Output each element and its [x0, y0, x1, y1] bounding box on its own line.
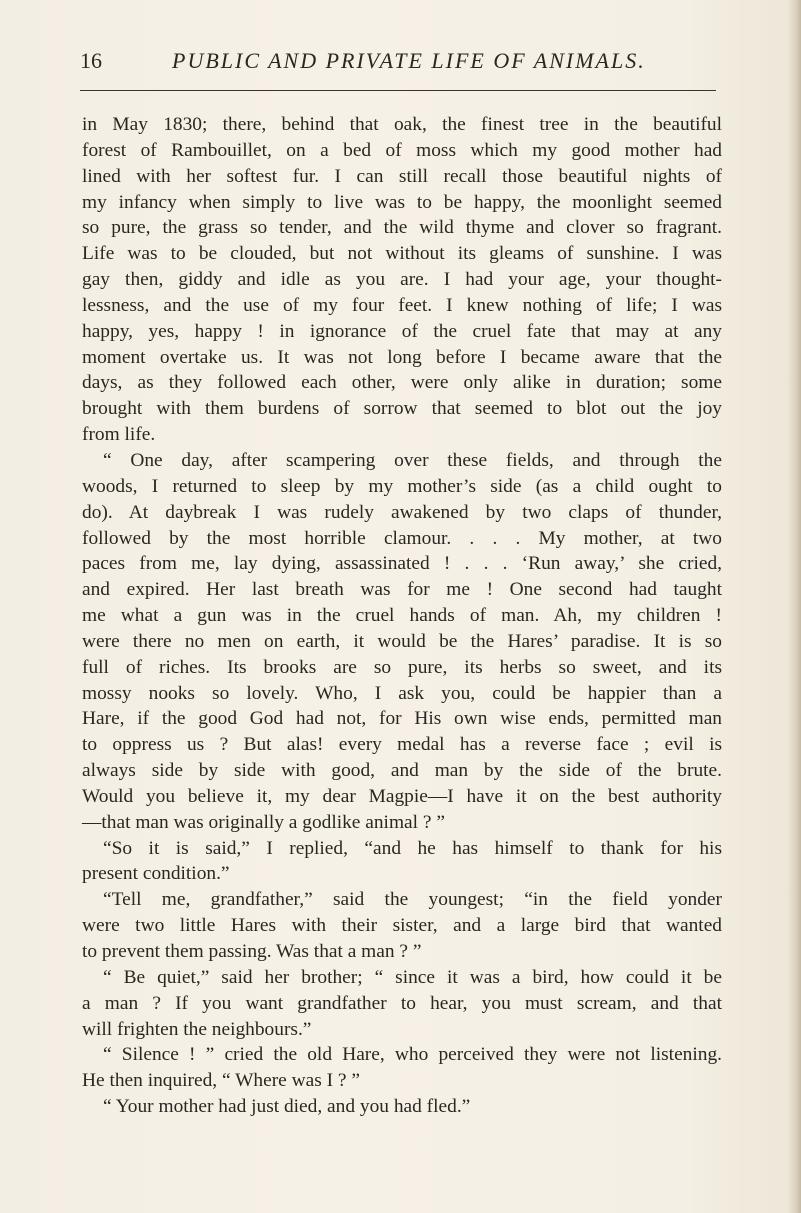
text-line: days, as they followed each other, were only alike in duration; some [82, 372, 722, 394]
text-line: happy, yes, happy ! in ignorance of the cruel fate that may at any [82, 320, 722, 342]
text-line: were there no men on earth, it would be the Hares’ paradise. It is so [82, 630, 722, 652]
text-line: Life was to be clouded, but not without its gleams of sunshine. I was [82, 243, 722, 265]
text-line: so pure, the grass so tender, and the wild thyme and clover so fragrant. [82, 217, 722, 239]
text-line: “Tell me, grandfather,” said the youngest; “in the field yonder [103, 889, 722, 911]
text-line: to prevent them passing. Was that a man ? ” [82, 941, 422, 962]
page-edge-shadow [787, 0, 801, 1213]
text-line: forest of Rambouillet, on a bed of moss which my good mother had [82, 139, 722, 161]
text-line: present condition.” [82, 863, 230, 885]
running-title: PUBLIC AND PRIVATE LIFE OF ANIMALS. [172, 48, 646, 73]
text-line: Would you believe it, my dear Magpie—I have it on the best authority [82, 785, 722, 807]
text-line: from life. [82, 424, 156, 446]
text-line: moment overtake us. It was not long before I became aware that the [82, 346, 722, 368]
text-line: Hare, if the good God had not, for His own wise ends, permitted man [82, 708, 722, 730]
header-rule [80, 90, 716, 91]
text-line: me what a gun was in the cruel hands of man. Ah, my children ! [82, 605, 722, 627]
text-line: a man ? If you want grandfather to hear, you must scream, and that [82, 992, 722, 1014]
page-header [80, 48, 716, 78]
text-line: and expired. Her last breath was for me ! One second had taught [82, 579, 722, 601]
text-line: to oppress us ? But alas! every medal has a reverse face ; evil is [82, 734, 722, 756]
text-line: lined with her softest fur. I can still recall those beautiful nights of [82, 165, 722, 187]
text-line: do). At daybreak I was rudely awakened by two claps of thunder, [82, 501, 722, 523]
text-line: “So it is said,” I replied, “and he has himself to thank for his [103, 837, 722, 859]
text-line: He then inquired, “ Where was I ? ” [82, 1070, 360, 1092]
text-line: “ Silence ! ” cried the old Hare, who perceived they were not listening. [103, 1044, 722, 1066]
text-line: full of riches. Its brooks are so pure, its herbs so sweet, and its [82, 656, 722, 678]
text-line: lessness, and the use of my four feet. I knew nothing of life; I was [82, 294, 722, 316]
text-line: —that man was originally a godlike animal ? ” [82, 811, 445, 833]
text-line: mossy nooks so lovely. Who, I ask you, could be happier than a [82, 682, 722, 704]
text-line: “ Your mother had just died, and you had fled.” [103, 1096, 471, 1118]
text-line: brought with them burdens of sorrow that seemed to blot out the joy [82, 398, 722, 420]
text-line: followed by the most horrible clamour. . . . My mother, at two [82, 527, 722, 549]
page-number: 16 [80, 48, 102, 73]
text-line: in May 1830; there, behind that oak, the finest tree in the beautiful [82, 114, 722, 135]
text-line: will frighten the neighbours.” [82, 1018, 312, 1040]
text-line: my infancy when simply to live was to be happy, the moonlight seemed [82, 191, 722, 213]
body-text [82, 112, 722, 1120]
text-line: woods, I returned to sleep by my mother’s side (as a child ought to [82, 475, 722, 497]
text-line: paces from me, lay dying, assassinated ! . . . ‘Run away,’ she cried, [82, 553, 722, 575]
text-line: were two little Hares with their sister, and a large bird that wanted [82, 915, 722, 937]
text-line: “ One day, after scampering over these fields, and through the [103, 449, 722, 471]
text-line: gay then, giddy and idle as you are. I had your age, your thought- [82, 269, 722, 291]
text-line: always side by side with good, and man by the side of the brute. [82, 760, 722, 782]
text-line: “ Be quiet,” said her brother; “ since it was a bird, how could it be [103, 966, 722, 988]
